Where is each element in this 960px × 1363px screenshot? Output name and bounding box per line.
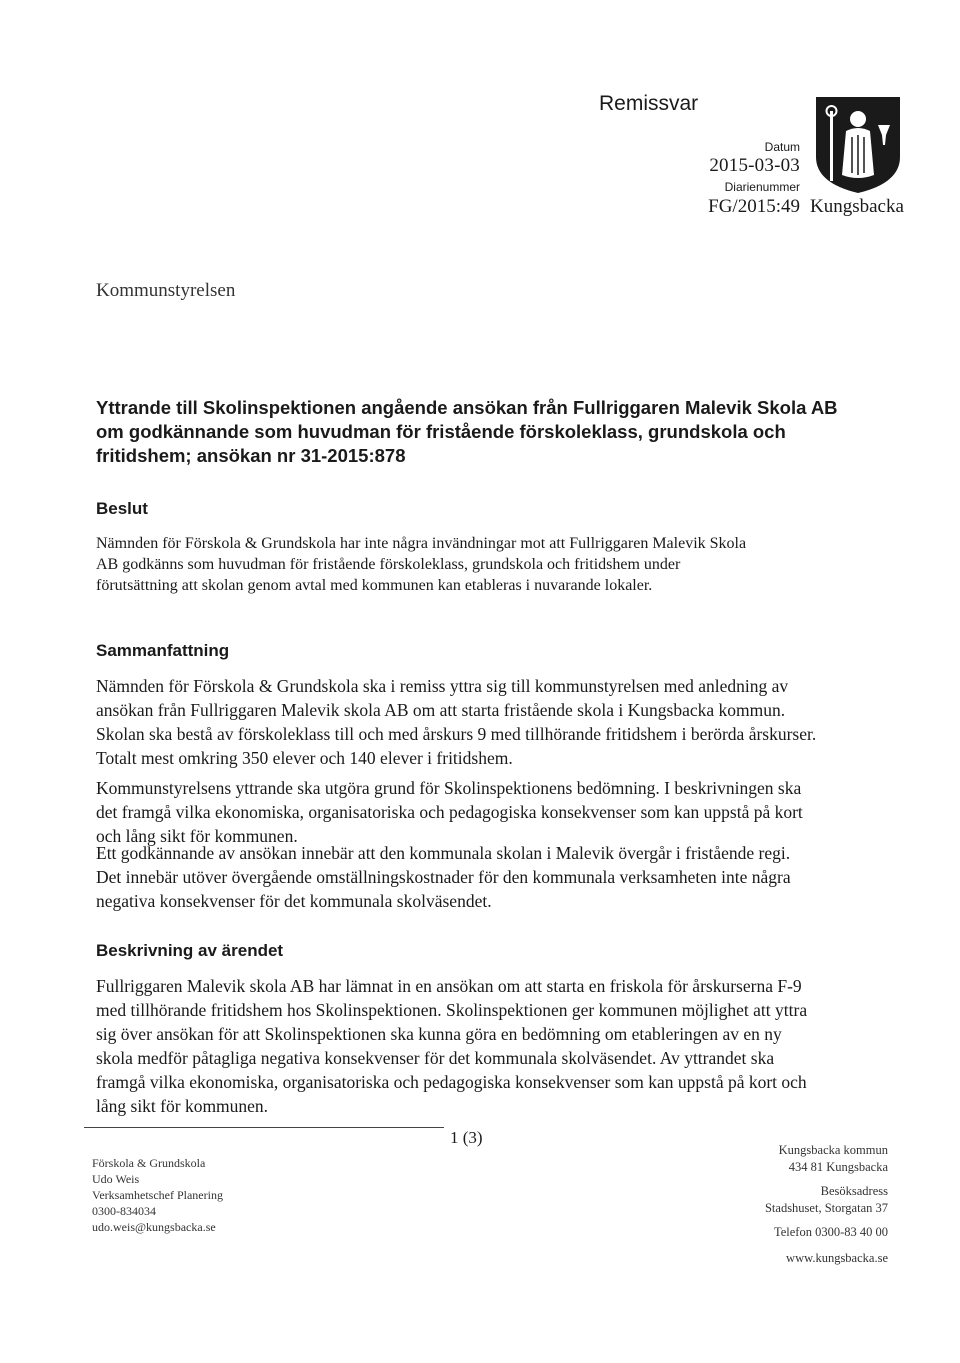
text-line: framgå vilka ekonomiska, organisatoriska och pedagogiska konsekvenser som kan uppstå på kort och	[96, 1072, 807, 1092]
title-line: Yttrande till Skolinspektionen angående ansökan från Fullriggaren Malevik Skola AB	[96, 397, 838, 418]
page-number: 1 (3)	[450, 1128, 483, 1147]
contact-department: Förskola & Grundskola	[92, 1156, 206, 1170]
heading-beskrivning: Beskrivning av ärendet	[96, 941, 284, 960]
date-value: 2015-03-03	[709, 155, 800, 176]
paragraph-sammanfattning-2	[96, 776, 896, 848]
text-line: förutsättning att skolan genom avtal med kommunen kan etableras i nuvarande lokaler.	[96, 577, 653, 594]
paragraph-sammanfattning-1	[96, 674, 896, 770]
title-line: om godkännande som huvudman för fristående förskoleklass, grundskola och	[96, 421, 786, 442]
visit-address: Stadshuset, Storgatan 37	[764, 1201, 888, 1215]
contact-phone: 0300-834034	[92, 1204, 156, 1218]
text-line: Kommunstyrelsens yttrande ska utgöra grund för Skolinspektionens bedömning. I beskrivningen ska	[96, 778, 802, 798]
text-line: Nämnden för Förskola & Grundskola har inte några invändningar mot att Fullriggaren Malevik Skola	[96, 535, 747, 552]
text-line: Skolan ska bestå av förskoleklass till och med årskurs 9 med tillhörande fritidshem i berörda årskurser.	[96, 724, 817, 744]
text-line: negativa konsekvenser för det kommunala skolväsendet.	[96, 891, 492, 911]
text-line: Nämnden för Förskola & Grundskola ska i remiss yttra sig till kommunstyrelsen med anledning av	[96, 676, 789, 696]
paragraph-beslut	[96, 533, 896, 596]
contact-name: Udo Weis	[92, 1172, 140, 1186]
paragraph-beskrivning	[96, 974, 896, 1118]
diary-number-label: Diarienummer	[724, 180, 800, 194]
website-link[interactable]: www.kungsbacka.se	[786, 1251, 888, 1265]
text-line: skola medför påtagliga negativa konsekvenser för det kommunala skolväsendet. Av yttrandet ska	[96, 1048, 775, 1068]
footer-address	[700, 1142, 888, 1241]
text-line: Fullriggaren Malevik skola AB har lämnat in en ansökan om att starta en friskola för årskurserna F-9	[96, 976, 802, 996]
text-line: Totalt mest omkring 350 elever och 140 elever i fritidshem.	[96, 748, 513, 768]
postal-address: 434 81 Kungsbacka	[788, 1160, 888, 1174]
footer-contact	[92, 1155, 223, 1235]
text-line: Det innebär utöver övergående omställningskostnader för den kommunala verksamheten inte några	[96, 867, 791, 887]
document-title	[96, 396, 896, 468]
paragraph-sammanfattning-3	[96, 841, 896, 913]
phone-number: Telefon 0300-83 40 00	[773, 1225, 888, 1239]
document-type: Remissvar	[599, 92, 699, 115]
organization-name: Kungsbacka	[810, 196, 904, 217]
contact-email[interactable]: udo.weis@kungsbacka.se	[92, 1220, 216, 1234]
coat-of-arms-logo	[816, 97, 900, 193]
text-line: lång sikt för kommunen.	[96, 1096, 269, 1116]
text-line: med tillhörande fritidshem hos Skolinspektionen. Skolinspektionen ger kommunen möjlighet att yttra	[96, 1000, 808, 1020]
text-line: och lång sikt för kommunen.	[96, 826, 298, 846]
diary-number-value: FG/2015:49	[708, 196, 800, 217]
visit-address-label: Besöksadress	[820, 1184, 888, 1198]
recipient: Kommunstyrelsen	[96, 280, 236, 301]
heading-beslut: Beslut	[96, 499, 148, 518]
heading-sammanfattning: Sammanfattning	[96, 641, 230, 660]
text-line: det framgå vilka ekonomiska, organisatoriska och pedagogiska konsekvenser som kan uppstå på kort	[96, 802, 803, 822]
date-label: Datum	[764, 140, 800, 154]
municipality-name: Kungsbacka kommun	[778, 1143, 888, 1157]
text-line: Ett godkännande av ansökan innebär att den kommunala skolan i Malevik övergår i fristående regi.	[96, 843, 791, 863]
text-line: AB godkänns som huvudman för fristående förskoleklass, grundskola och fritidshem under	[96, 556, 681, 573]
title-line: fritidshem; ansökan nr 31-2015:878	[96, 445, 406, 466]
text-line: ansökan från Fullriggaren Malevik skola AB om att starta fristående skola i Kungsbacka kommun.	[96, 700, 786, 720]
footer-divider	[84, 1127, 444, 1128]
contact-role: Verksamhetschef Planering	[92, 1188, 223, 1202]
text-line: sig över ansökan för att Skolinspektionen ska kunna göra en bedömning om etableringen av en ny	[96, 1024, 782, 1044]
